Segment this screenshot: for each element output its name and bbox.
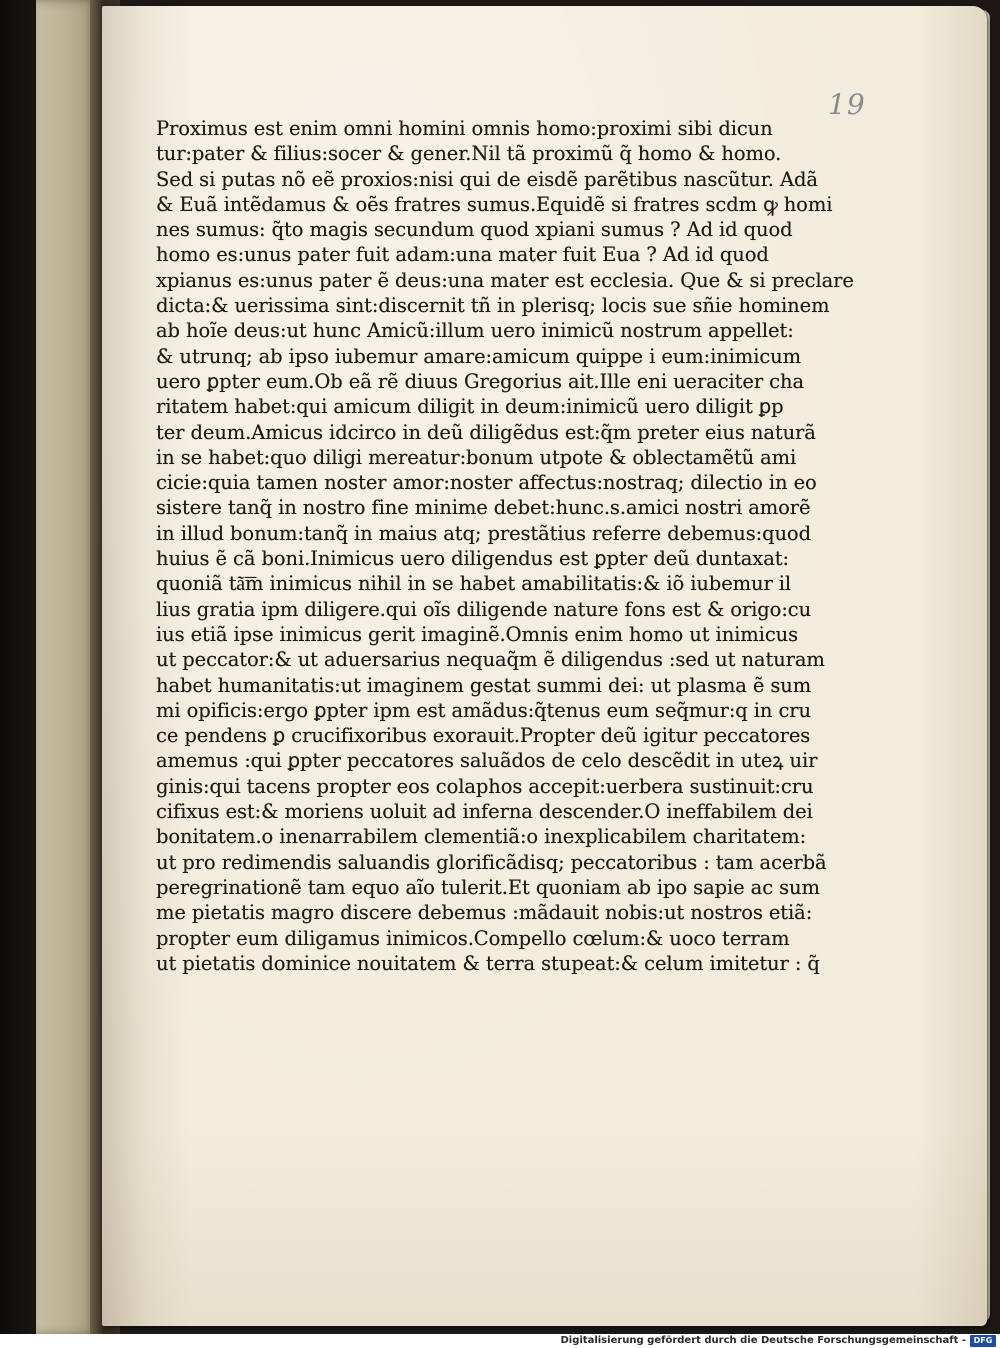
text-line: ut pietatis dominice nouitatem & terra stupeat:& celum imitetur : q̃	[156, 951, 820, 975]
text-line: in illud bonum:tanq̃ in maius atq; prestãtius referre debemus:quod	[156, 521, 811, 545]
text-block	[156, 116, 854, 976]
text-line: dicta:& uerissima sint:discernit tñ in plerisq; locis sue sñie hominem	[156, 294, 830, 318]
text-line: cicie:quia tamen noster amor:noster affectus:nostraq; dilectio in eo	[156, 471, 817, 495]
text-line: xpianus es:unus pater ẽ deus:una mater est ecclesia. Que & si preclare	[156, 268, 854, 292]
text-line: & Euã intẽdamus & oẽs fratres sumus.Equidẽ si fratres scdm ꝙ homi	[156, 192, 833, 216]
text-line: mi opificis:ergo ꝑpter ipm est amãdus:q̃tenus eum seq̃mur:q in cru	[156, 698, 811, 722]
text-line: ut peccator:& ut aduersarius nequaq̃m ẽ diligendus :sed ut naturam	[156, 648, 825, 672]
text-line: amemus :qui ꝑpter peccatores saluãdos de celo descẽdit in uteꝝ uir	[156, 749, 818, 773]
text-line: bonitatem.o inenarrabilem clementiã:o inexplicabilem charitatem:	[156, 825, 807, 849]
text-line: lius gratia ipm diligere.qui oĩs diligende nature fons est & origo:cu	[156, 597, 812, 621]
text-line: homo es:unus pater fuit adam:una mater fuit Eua ? Ad id quod	[156, 243, 769, 267]
text-line: peregrinationẽ tam equo aĩo tulerit.Et quoniam ab ipo sapie ac sum	[156, 875, 820, 899]
footer-credit: Digitalisierung gefördert durch die Deutsche Forschungsgemeinschaft -	[560, 1335, 966, 1346]
text-line: me pietatis magro discere debemus :mãdauit nobis:ut nostros etiã:	[156, 901, 813, 925]
text-line: nes sumus: q̃to magis secundum quod xpiani sumus ? Ad id quod	[156, 218, 793, 242]
text-line: ab hoĩe deus:ut hunc Amicũ:illum uero inimicũ nostrum appellet:	[156, 319, 794, 343]
text-line: sistere tanq̃ in nostro fine minime debet:hunc.s.amici nostri amorẽ	[156, 496, 811, 520]
dfg-logo: DFG	[970, 1335, 996, 1347]
text-line: huius ẽ cã boni.Inimicus uero diligendus est ꝑpter deũ duntaxat:	[156, 547, 789, 571]
text-line: ritatem habet:qui amicum diligit in deum:inimicũ uero diligit ꝑp	[156, 395, 784, 419]
text-line: ter deum.Amicus idcirco in deũ diligẽdus est:q̃m preter eius naturã	[156, 420, 816, 444]
text-line: ce pendens ꝑ crucifixoribus exorauit.Propter deũ igitur peccatores	[156, 724, 811, 748]
text-line: habet humanitatis:ut imaginem gestat summi dei: ut plasma ẽ sum	[156, 673, 812, 697]
text-line: in se habet:quo diligi mereatur:bonum utpote & oblectamẽtũ ami	[156, 445, 797, 469]
text-line: Sed si putas nõ eẽ proxios:nisi qui de eisdẽ parẽtibus nascũtur. Adã	[156, 167, 818, 191]
text-line: & utrunq; ab ipso iubemur amare:amicum quippe i eum:inimicum	[156, 344, 802, 368]
text-line: ut pro redimendis saluandis glorificãdisq; peccatoribus : tam acerbã	[156, 850, 827, 874]
text-line: ius etiã ipse inimicus gerit imaginẽ.Omnis enim homo ut inimicus	[156, 622, 799, 646]
folio-number: 19	[828, 88, 866, 121]
facing-page-edge	[36, 0, 98, 1335]
text-line: tur:pater & filius:socer & gener.Nil tã proximũ q̃ homo & homo.	[156, 142, 782, 166]
text-line: Proximus est enim omni homini omnis homo:proximi sibi dicun	[156, 117, 773, 140]
text-line: uero ꝑpter eum.Ob eã rẽ diuus Gregorius ait.Ille eni ueraciter cha	[156, 369, 804, 393]
text-line: quoniã tã͞m inimicus nihil in se habet amabilitatis:& iõ iubemur il	[156, 572, 792, 596]
text-line: ginis:qui tacens propter eos colaphos accepit:uerbera sustinuit:cru	[156, 774, 814, 798]
text-line: propter eum diligamus inimicos.Compello cœlum:& uoco terram	[156, 926, 790, 950]
text-line: cifixus est:& moriens uoluit ad inferna descender.O ineffabilem dei	[156, 800, 813, 824]
